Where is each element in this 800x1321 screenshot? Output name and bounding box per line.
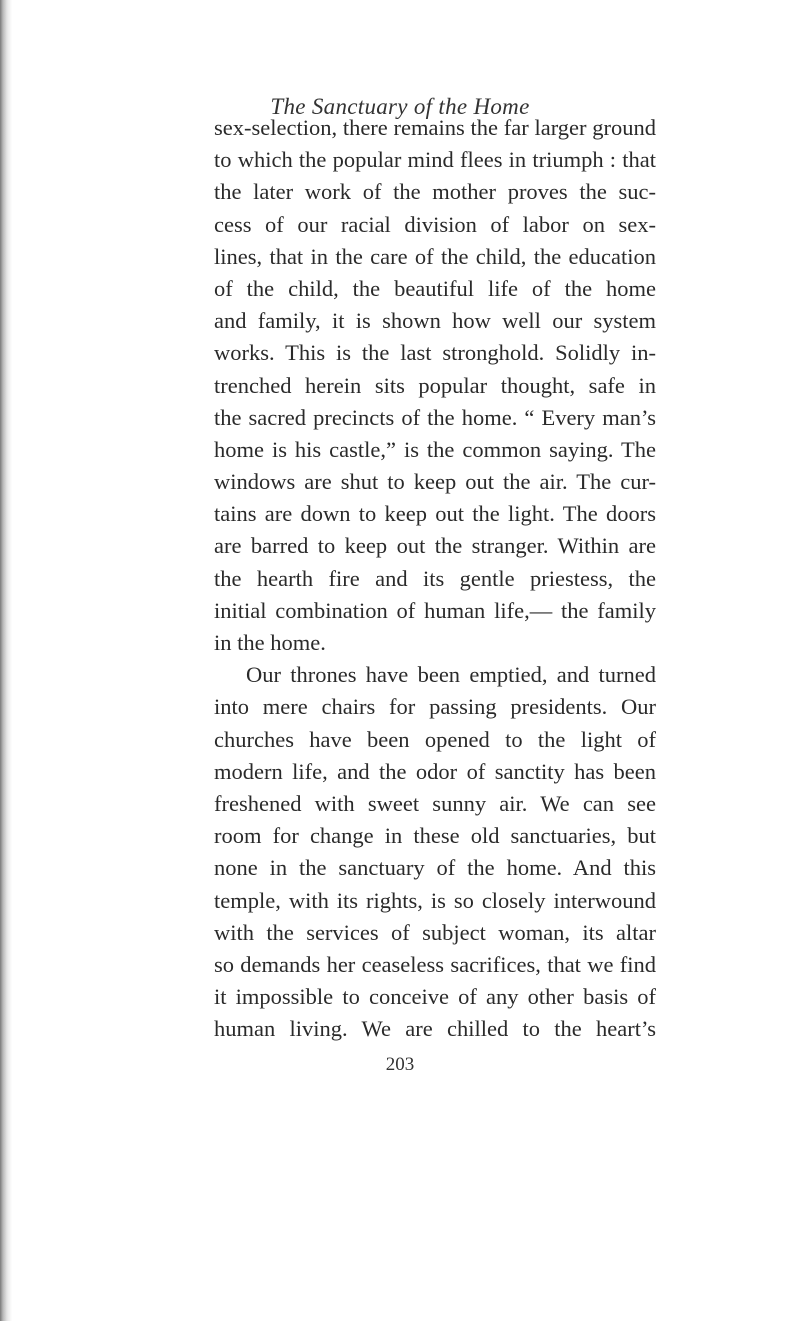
text-line: of the child, the beautiful life of the home xyxy=(214,275,656,301)
text-line: the later work of the mother proves the suc- xyxy=(214,179,656,205)
text-line: so demands her ceaseless sacrifices, that we find xyxy=(214,951,656,977)
text-line: lines, that in the care of the child, the education xyxy=(214,243,656,269)
text-line-paragraph-start: Our thrones have been emptied, and turned xyxy=(246,662,656,688)
text-line: home is his castle,” is the common saying. The xyxy=(214,436,656,462)
text-line: none in the sanctuary of the home. And this xyxy=(214,855,656,881)
text-line: room for change in these old sanctuaries, but xyxy=(214,823,656,849)
text-line: initial combination of human life,— the family xyxy=(214,597,656,623)
page-gutter-shadow xyxy=(0,0,12,1321)
text-line: to which the popular mind flees in triumph : that xyxy=(214,147,656,173)
text-line: into mere chairs for passing presidents. Our xyxy=(214,694,656,720)
text-line-paragraph-end: in the home. xyxy=(214,630,326,655)
text-line: temple, with its rights, is so closely interwound xyxy=(214,887,656,913)
page-number: 203 xyxy=(385,1054,415,1075)
text-line: sex-selection, there remains the far larger ground xyxy=(214,115,656,140)
text-line: the hearth fire and its gentle priestess, the xyxy=(214,565,656,591)
text-line: it impossible to conceive of any other basis of xyxy=(214,984,656,1010)
text-line: works. This is the last stronghold. Solidly in- xyxy=(214,340,656,366)
text-line: churches have been opened to the light of xyxy=(214,726,656,752)
text-line: cess of our racial division of labor on sex- xyxy=(214,211,656,237)
text-line: and family, it is shown how well our system xyxy=(214,308,656,334)
text-line: human living. We are chilled to the heart’s xyxy=(214,1016,656,1042)
text-line: modern life, and the odor of sanctity has been xyxy=(214,758,656,784)
running-head: The Sanctuary of the Home xyxy=(270,94,530,119)
body-text xyxy=(214,112,656,1045)
text-line: with the services of subject woman, its altar xyxy=(214,919,656,945)
text-line: trenched herein sits popular thought, safe in xyxy=(214,372,656,398)
text-line: are barred to keep out the stranger. Within are xyxy=(214,533,656,559)
text-line: tains are down to keep out the light. The doors xyxy=(214,501,656,527)
text-line: freshened with sweet sunny air. We can see xyxy=(214,790,656,816)
text-line: the sacred precincts of the home. “ Every man’s xyxy=(214,404,656,430)
text-line: windows are shut to keep out the air. The cur- xyxy=(214,469,656,495)
